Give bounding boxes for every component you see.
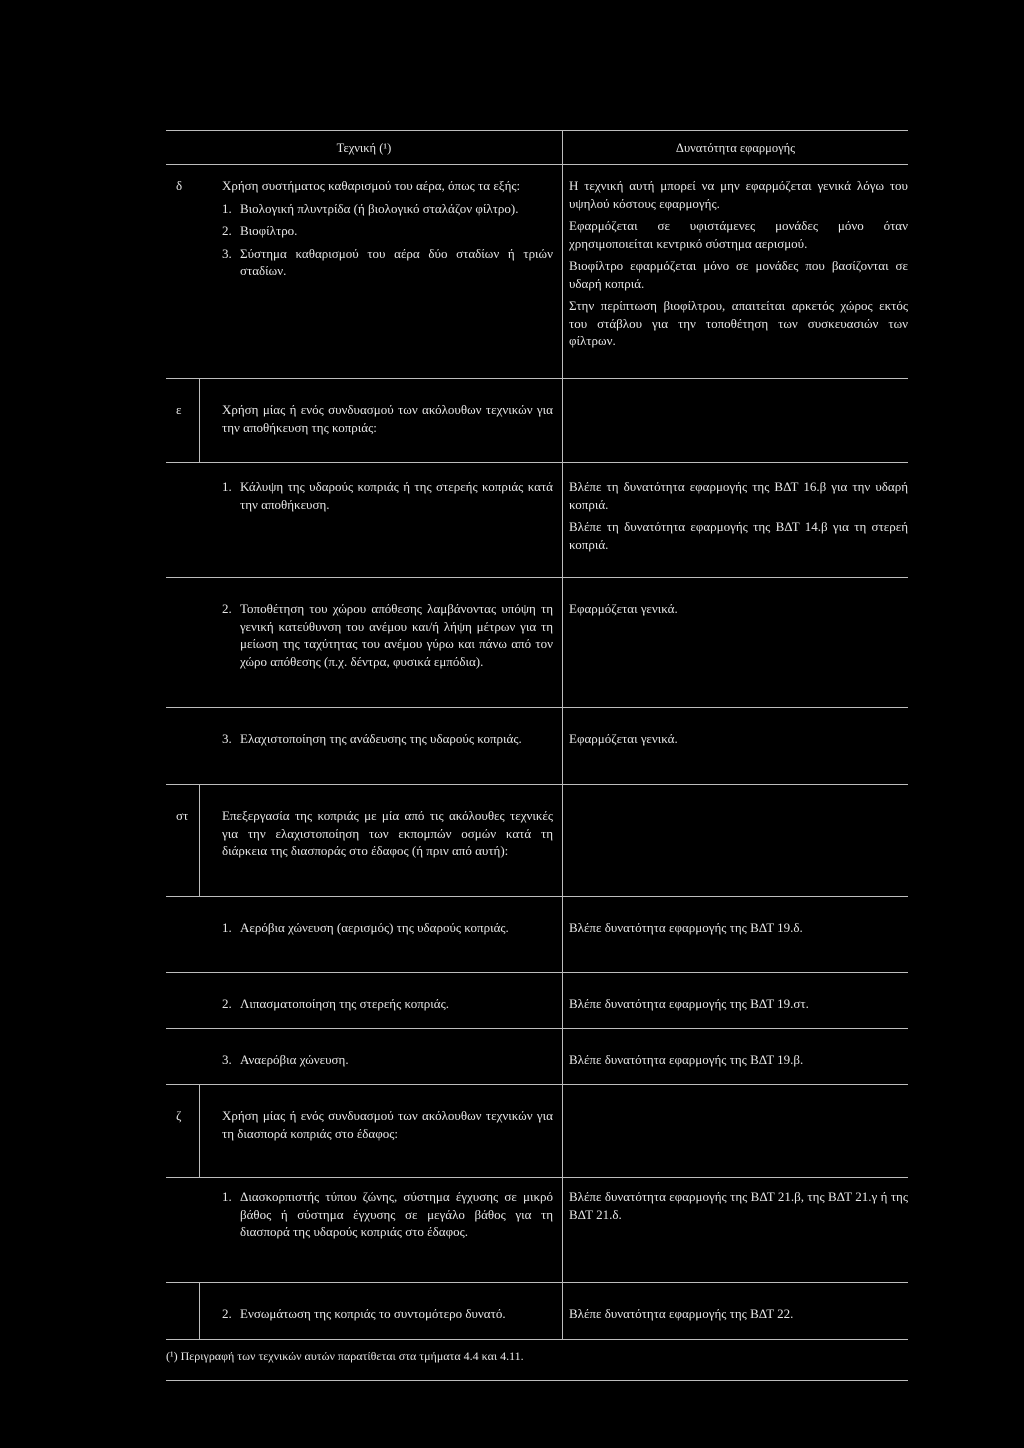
column-divider <box>199 1282 200 1339</box>
row-st-item-2-applicability: Βλέπε δυνατότητα εφαρμογής της ΒΔΤ 19.στ. <box>569 996 809 1011</box>
row-e-item-2-applicability: Εφαρμόζεται γενικά. <box>569 601 678 616</box>
applicability-text: Βλέπε τη δυνατότητα εφαρμογής της ΒΔΤ 16.β για την υδαρή κοπριά. <box>569 479 908 512</box>
list-item: 1. Διασκορπιστής τύπου ζώνης, σύστημα έγχυσης σε μικρό βάθος ή σύστημα έγχυσης σε μεγάλο βάθος για τη διασπορά της υδαρούς κοπριάς στο έδαφος. <box>222 1189 553 1239</box>
footnote-text: Περιγραφή των τεχνικών αυτών παρατίθεται στα τμήματα 4.4 και 4.11. <box>180 1349 524 1363</box>
applicability-text: Εφαρμόζεται σε υφιστάμενες μονάδες μόνο όταν χρησιμοποιείται κεντρικό σύστημα αερισμού. <box>569 218 908 251</box>
list-item: 2. Τοποθέτηση του χώρου απόθεσης λαμβάνοντας υπόψη τη γενική κατεύθυνση του ανέμου και/ή λήψη μέτρων για τη μείωση της ταχύτητας του ανέμου γύρω και πάνω από τον χώρο απόθεσης (π.χ. δέντρα, φυσικά εμπόδια). <box>222 601 553 669</box>
table-rule <box>166 1339 908 1340</box>
column-divider <box>199 784 200 896</box>
applicability-text: Στην περίπτωση βιοφίλτρου, απαιτείται αρκετός χώρος εκτός του στάβλου για την τοποθέτηση των συσκευασιών των φίλτρων. <box>569 298 908 348</box>
table-rule <box>166 164 908 165</box>
row-d-intro: Χρήση συστήματος καθαρισμού του αέρα, όπως τα εξής: <box>222 178 521 193</box>
row-e-item-1-applicability <box>569 478 908 558</box>
column-divider <box>199 1084 200 1177</box>
list-item: 3. Σύστημα καθαρισμού του αέρα δύο σταδίων ή τριών σταδίων. <box>222 245 553 278</box>
row-d-technique <box>222 177 553 285</box>
row-st-item-1-applicability: Βλέπε δυνατότητα εφαρμογής της ΒΔΤ 19.δ. <box>569 920 803 935</box>
list-item: 2. Βιοφίλτρο. <box>222 223 298 238</box>
table-rule <box>166 972 908 973</box>
table-rule <box>166 1177 908 1178</box>
row-st-item-3-applicability: Βλέπε δυνατότητα εφαρμογής της ΒΔΤ 19.β. <box>569 1052 804 1067</box>
row-e-intro: Χρήση μίας ή ενός συνδυασμού των ακόλουθων τεχνικών για την αποθήκευση της κοπριάς: <box>222 402 553 435</box>
row-z-item-1-applicability: Βλέπε δυνατότητα εφαρμογής της ΒΔΤ 21.β, της ΒΔΤ 21.γ ή της ΒΔΤ 21.δ. <box>569 1189 908 1222</box>
applicability-text: Η τεχνική αυτή μπορεί να μην εφαρμόζεται γενικά λόγω του υψηλού κόστους εφαρμογής. <box>569 178 908 211</box>
row-z-item-2 <box>222 1305 553 1323</box>
row-st-item-3 <box>222 1051 553 1069</box>
applicability-text: Βλέπε τη δυνατότητα εφαρμογής της ΒΔΤ 14.β για τη στερεή κοπριά. <box>569 519 908 552</box>
footnote-marker: (¹) <box>166 1349 178 1363</box>
row-d-applicability <box>569 177 908 355</box>
list-item: 3. Αναερόβια χώνευση. <box>222 1052 349 1067</box>
list-item: 1. Βιολογική πλυντρίδα (ή βιολογικό σταλάζον φίλτρο). <box>222 200 519 216</box>
row-st-item-2 <box>222 995 553 1013</box>
header-technique: Τεχνική (¹) <box>336 141 392 155</box>
row-st-intro: Επεξεργασία της κοπριάς με μία από τις ακόλουθες τεχνικές για την ελαχιστοποίηση των εκπομπών οσμών κατά τη διάρκεια της διασποράς στο έδαφος (ή πριν από αυτή): <box>222 808 553 858</box>
table-rule <box>166 1084 908 1085</box>
row-z-item-2-applicability: Βλέπε δυνατότητα εφαρμογής της ΒΔΤ 22. <box>569 1306 794 1321</box>
footnote <box>166 1348 908 1366</box>
table-rule <box>166 130 908 131</box>
table-rule <box>166 707 908 708</box>
row-letter-d: δ <box>176 178 183 193</box>
row-e-item-1 <box>222 478 553 513</box>
row-e-item-3 <box>222 730 553 748</box>
column-divider <box>562 130 563 1339</box>
column-divider <box>199 378 200 462</box>
list-item: 2. Ενσωμάτωση της κοπριάς το συντομότερο δυνατό. <box>222 1306 506 1321</box>
table-rule <box>166 378 908 379</box>
list-item: 3. Ελαχιστοποίηση της ανάδευσης της υδαρούς κοπριάς. <box>222 731 522 746</box>
row-e-item-3-applicability: Εφαρμόζεται γενικά. <box>569 731 678 746</box>
row-z-item-1 <box>222 1188 553 1241</box>
row-letter-e: ε <box>176 402 182 417</box>
list-item: 1. Αερόβια χώνευση (αερισμός) της υδαρούς κοπριάς. <box>222 920 509 935</box>
header-applicability: Δυνατότητα εφαρμογής <box>675 141 796 155</box>
row-e-item-2 <box>222 600 553 670</box>
list-item: 1. Κάλυψη της υδαρούς κοπριάς ή της στερεής κοπριάς κατά την αποθήκευση. <box>222 479 553 512</box>
list-item: 2. Λιπασματοποίηση της στερεής κοπριάς. <box>222 996 450 1011</box>
row-st-item-1 <box>222 919 553 937</box>
row-letter-st: στ <box>176 808 189 823</box>
table-rule <box>166 1028 908 1029</box>
table-rule <box>166 784 908 785</box>
table-rule <box>166 1380 908 1381</box>
table-rule <box>166 577 908 578</box>
table-rule <box>166 896 908 897</box>
table-rule <box>166 462 908 463</box>
row-letter-z: ζ <box>176 1108 182 1123</box>
applicability-text: Βιοφίλτρο εφαρμόζεται μόνο σε μονάδες που βασίζονται σε υδαρή κοπριά. <box>569 258 908 291</box>
table-rule <box>166 1282 908 1283</box>
row-z-intro: Χρήση μίας ή ενός συνδυασμού των ακόλουθων τεχνικών για τη διασπορά κοπριάς στο έδαφος: <box>222 1108 553 1141</box>
